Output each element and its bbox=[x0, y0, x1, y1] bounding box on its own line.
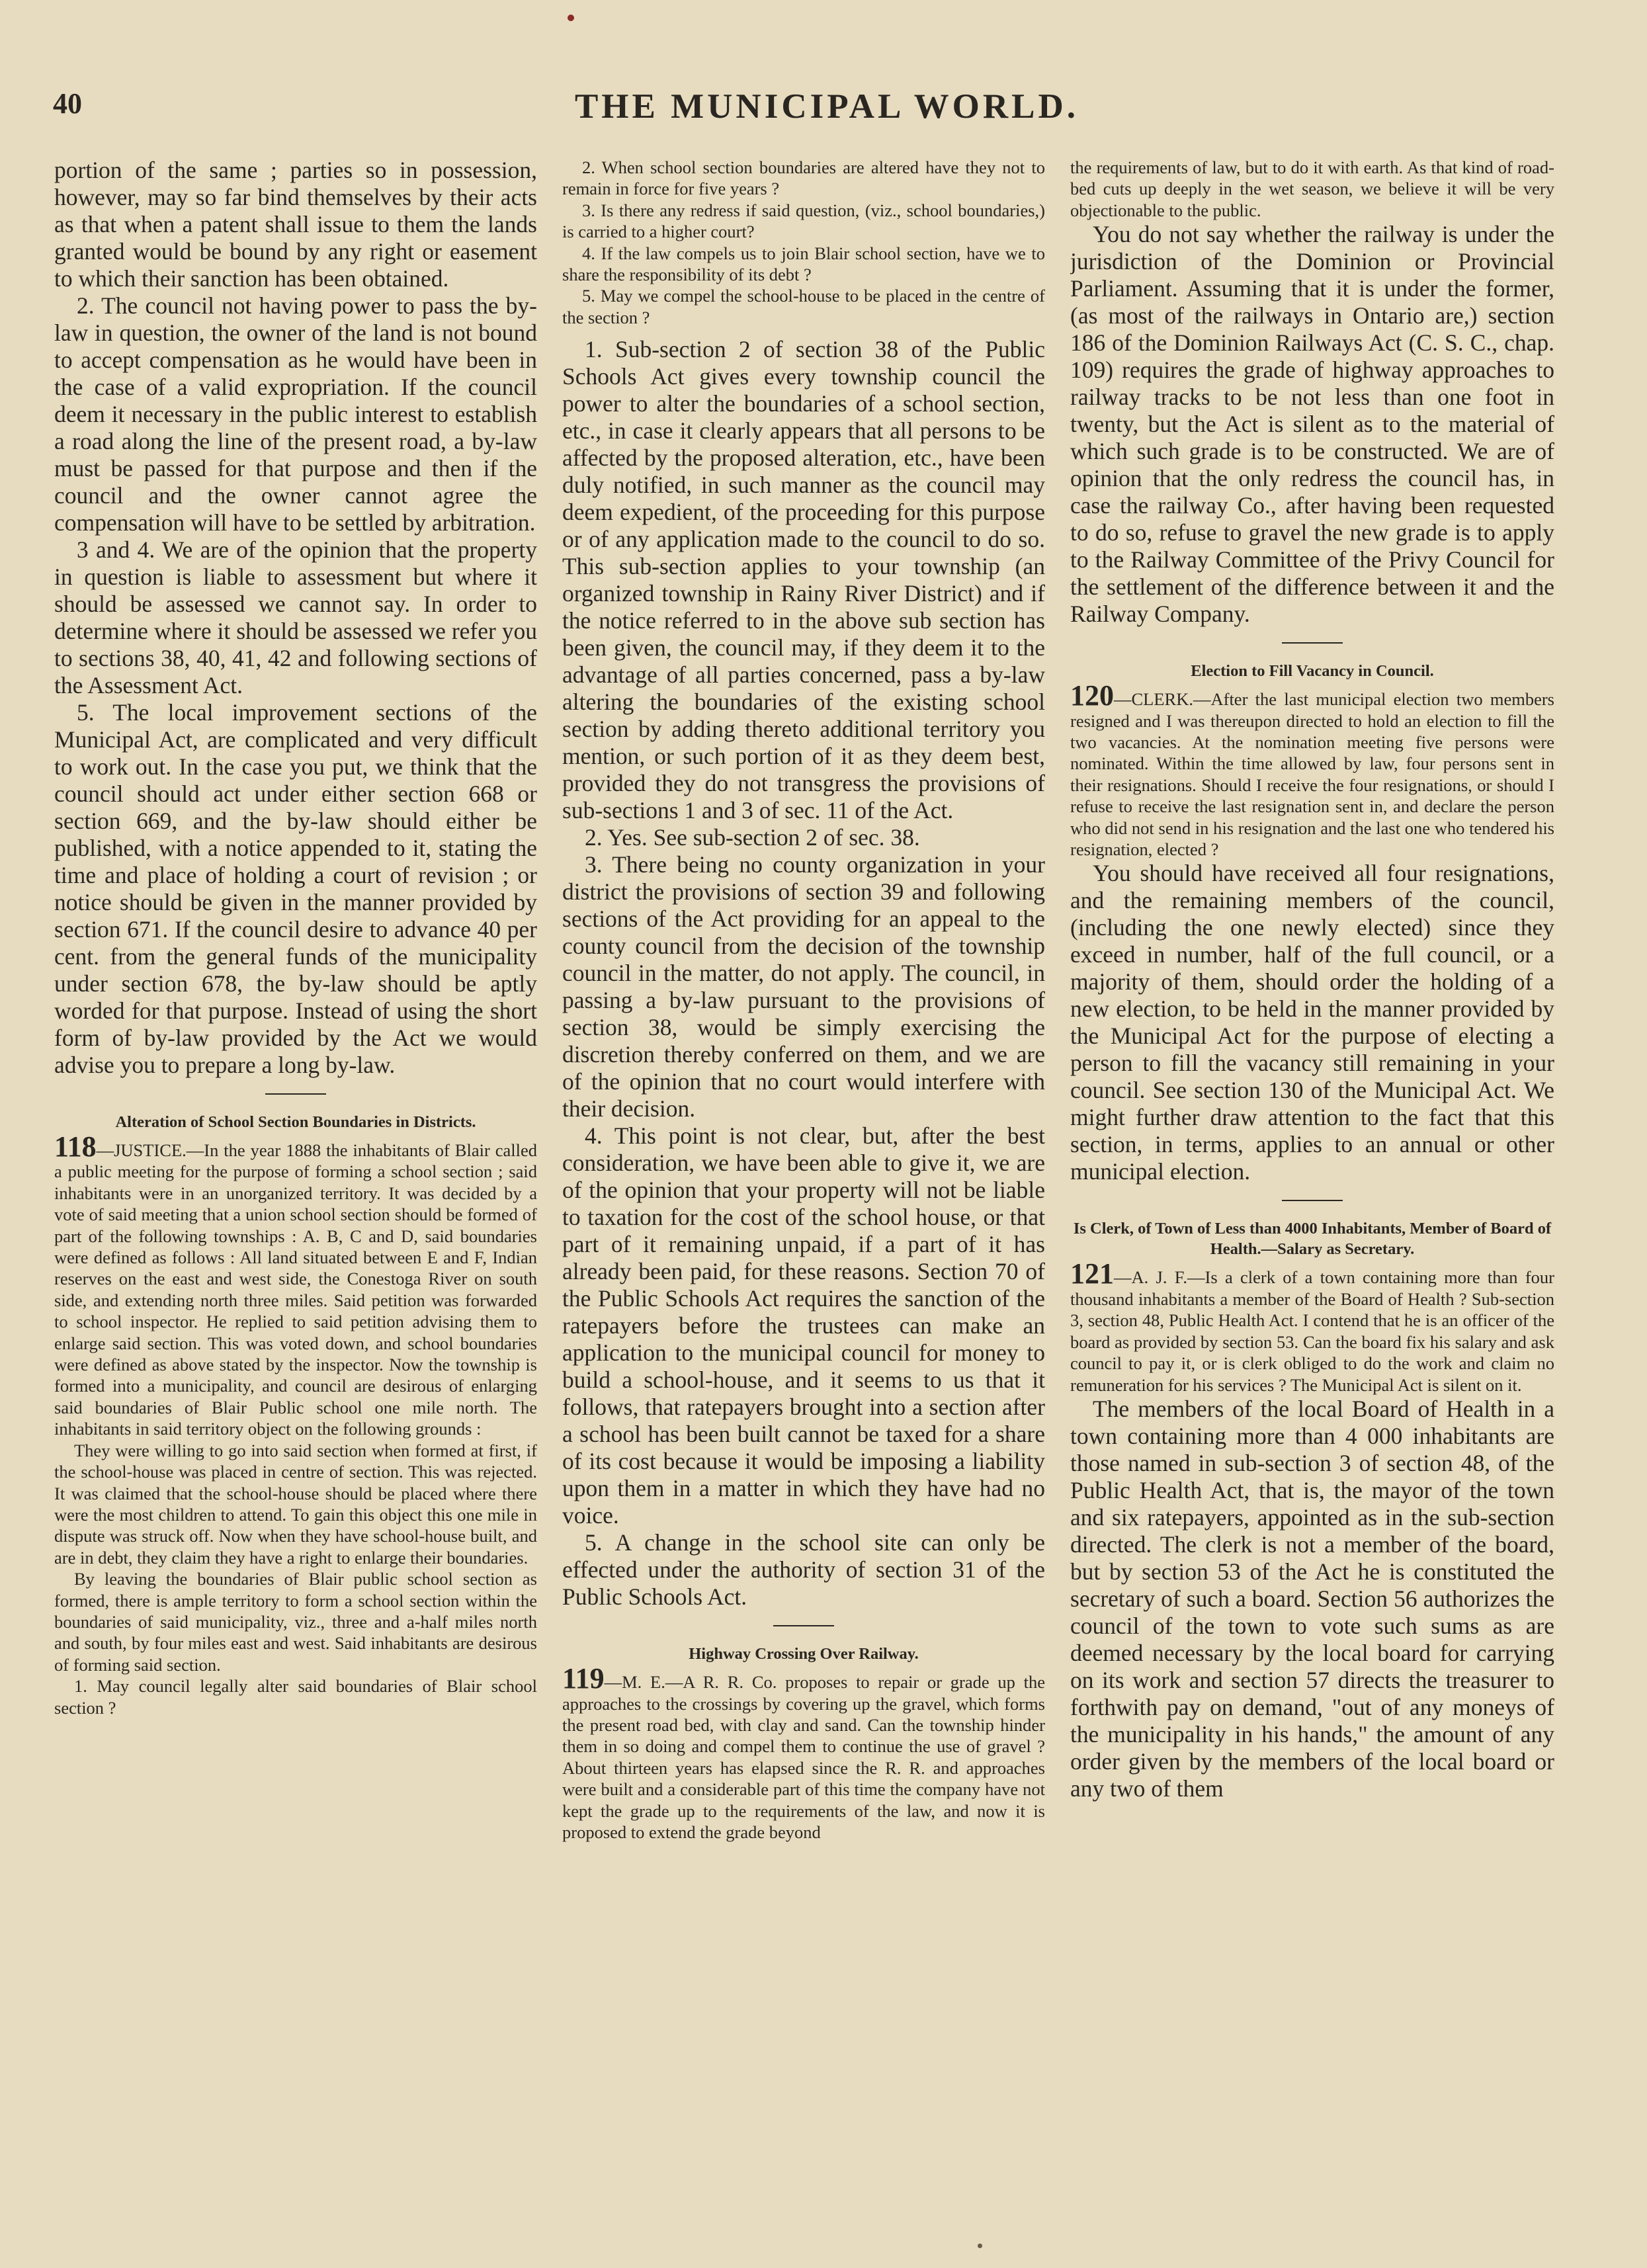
question-paragraph: 3. Is there any redress if said question, (viz., school boundaries,) is carried to a higher court? bbox=[562, 200, 1045, 242]
column-2 bbox=[562, 157, 1045, 2228]
ink-dot-top bbox=[568, 15, 574, 21]
section-divider bbox=[1282, 642, 1343, 644]
section-divider bbox=[1282, 1200, 1343, 1201]
page-title: THE MUNICIPAL WORLD. bbox=[574, 87, 1079, 126]
question-paragraph: They were willing to go into said section when formed at first, if the school-house was placed in centre of section. This was rejected. It was claimed that the school-house should be placed where there were the most children to attend. To gain this object this one mile in dispute was struck off. Now when they have school-house built, and are in debt, they claim they have a right to enlarge their boundaries. bbox=[54, 1440, 537, 1568]
question-text: —JUSTICE.—In the year 1888 the inhabitants of Blair called a public meeting for the purpose of forming a school section ; said inhabitants were in an unorganized territory. It was decided by a vote of said meeting that a union school section should be formed of part of the following townships : A. B, C and D, said boundaries were defined as follows : All land situated between E and F, Indian reserves on the east and west side, the Conestoga River on south side, and extending north three miles. Said petition was forwarded to school inspector. He replied to said petition advising them to enlarge said section. This was voted down, and school boundaries were defined as above stated by the inspector. Now the township is formed into a municipality, and council are desirous of enlarging said boundaries of Blair Public school one mile north. The inhabitants in said territory object on the following grounds : bbox=[54, 1140, 537, 1439]
ink-dot-bottom bbox=[978, 2244, 982, 2248]
answer-paragraph: 5. A change in the school site can only be effected under the authority of section 31 of the Public Schools Act. bbox=[562, 1529, 1045, 1611]
question-paragraph bbox=[54, 1130, 537, 1440]
column-1 bbox=[54, 157, 537, 2228]
paragraph: 5. The local improvement sections of the Municipal Act, are complicated and very difficult to work out. In the case you put, we think that the council should act under either section 668 or section 669, and the by-law should either be published, with a notice appended to it, stating the time and place of holding a court of revision ; or notice should be given in the manner provided by section 671. If the council desire to advance 40 per cent. from the general funds of the municipality under section 678, the by-law should be aptly worded for that purpose. Instead of using the short form of by-law provided by the Act we would advise you to prepare a long by-law. bbox=[54, 699, 537, 1078]
question-text: —A. J. F.—Is a clerk of a town containing more than four thousand inhabitants a member of the Board of Health ? Sub-section 3, section 48, Public Health Act. I contend that he is an officer of the board as provided by section 53. Can the board fix his salary and ask council to pay it, or is clerk obliged to do the work and claim no remuneration for his services ? The Municipal Act is silent on it. bbox=[1070, 1267, 1554, 1395]
question-number: 121 bbox=[1070, 1257, 1114, 1290]
answer-paragraph: You do not say whether the railway is under the jurisdiction of the Dominion or Provincial Parliament. Assuming that it is under the former, (as most of the railways in Ontario are,) section 186 of the Dominion Railways Act (C. S. C., chap. 109) requires the grade of highway approaches to railway tracks to be not less than one foot in twenty, but the Act is silent as to the material of which such grade is to be constructed. We are of opinion that the only redress the council has, in case the railway Co., after having been requested to do so, refuse to gravel the new grade is to apply to the Railway Committee of the Privy Council for the settlement of the difference between it and the Railway Company. bbox=[1070, 221, 1554, 628]
question-paragraph bbox=[1070, 1257, 1554, 1395]
section-heading: Highway Crossing Over Railway. bbox=[689, 1645, 919, 1663]
question-paragraph: By leaving the boundaries of Blair public school section as formed, there is ample territory to form a school section within the boundaries of said municipality, viz., three and a-half miles north and south, by four miles east and west. Said inhabitants are desirous of forming said section. bbox=[54, 1569, 537, 1675]
question-text: —M. E.—A R. R. Co. proposes to repair or grade up the approaches to the crossings by covering up the gravel, which forms the present road bed, with clay and sand. Can the township hinder them in so doing and compel them to continue the use of gravel ? About thirteen years has elapsed since the R. R. and approaches were built and a considerable part of this time the company have not kept the grade up to the requirements of the law, and now it is proposed to extend the grade beyond bbox=[562, 1672, 1045, 1843]
answer-paragraph: 4. This point is not clear, but, after the best consideration, we have been able to give it, we are of the opinion that your property will not be liable to taxation for the cost of the school house, or that part of it remaining unpaid, if a part of it has already been paid, for these reasons. Section 70 of the Public Schools Act requires the sanction of the ratepayers before the trustees can make an application to the municipal council for money to build a school-house, and it seems to us that it follows, that ratepayers brought into a section after a school has been built cannot be taxed for a share of its cost because it would be imposing a liability upon them in a matter in which they have had no voice. bbox=[562, 1122, 1045, 1529]
question-paragraph bbox=[1070, 679, 1554, 860]
question-paragraph: the requirements of law, but to do it with earth. As that kind of road-bed cuts up deeply in the wet season, we believe it will be very objectionable to the public. bbox=[1070, 157, 1554, 220]
column-3 bbox=[1070, 157, 1554, 2228]
page-number: 40 bbox=[53, 87, 82, 120]
page-header bbox=[53, 87, 1601, 140]
question-paragraph: 5. May we compel the school-house to be placed in the centre of the section ? bbox=[562, 286, 1045, 327]
section-divider bbox=[265, 1093, 326, 1095]
section-heading: Alteration of School Section Boundaries in Districts. bbox=[115, 1113, 476, 1131]
answer-paragraph: The members of the local Board of Health in a town containing more than 4 000 inhabitants are those named in sub-section 3 of section 48, of the Public Health Act, that is, the mayor of the town and six ratepayers, appointed as in the sub-section directed. The clerk is not a member of the board, but by section 53 of the Act he is constituted the secretary of such a board. Section 56 authorizes the council of the town to vote such sums as are deemed necessary by the local board for carrying on its work and section 57 directs the treasurer to forthwith pay on demand, "out of any moneys of the municipality in his hands," the amount of any order given by the members of the local board or any two of them bbox=[1070, 1395, 1554, 1802]
question-number: 120 bbox=[1070, 679, 1114, 712]
question-paragraph: 1. May council legally alter said boundaries of Blair school section ? bbox=[54, 1676, 537, 1718]
section-heading: Is Clerk, of Town of Less than 4000 Inhabitants, Member of Board of Health.—Salary as Secretary. bbox=[1073, 1220, 1552, 1259]
section-divider bbox=[773, 1625, 834, 1626]
answer-paragraph: 1. Sub-section 2 of section 38 of the Public Schools Act gives every township council the power to alter the boundaries of a school section, etc., in case it clearly appears that all persons to be affected by the proposed alteration, etc., have been duly notified, in such manner as the council may deem expedient, of the proceeding for this purpose or of any application made to the council to do so. This sub-section applies to your township (an organized township in Rainy River District) and if the notice referred to in the above sub section has been given, the council may, if they deem it to the advantage of all parties concerned, pass a by-law altering the boundaries of the existing school section by adding thereto additional territory you mention, or such portion of it as they deem best, provided they do not transgress the provisions of sub-sections 1 and 3 of sec. 11 of the Act. bbox=[562, 336, 1045, 824]
question-paragraph bbox=[562, 1662, 1045, 1843]
paragraph: 2. The council not having power to pass the by-law in question, the owner of the land is not bound to accept compensation as he would have been in the case of a valid expropriation. If the council deem it necessary in the public interest to establish a road along the line of the present road, a by-law must be passed for that purpose and then if the council and the owner cannot agree the compensation will have to be settled by arbitration. bbox=[54, 292, 537, 536]
question-number: 118 bbox=[54, 1130, 97, 1163]
paragraph: 3 and 4. We are of the opinion that the property in question is liable to assessment but where it should be assessed we cannot say. In order to determine where it should be assessed we refer you to sections 38, 40, 41, 42 and following sections of the Assessment Act. bbox=[54, 536, 537, 698]
answer-paragraph: You should have received all four resignations, and the remaining members of the council, (including the one newly elected) since they exceed in number, half of the full council, or a majority of them, should order the holding of a new election, to be held in the manner provided by the Municipal Act for the purpose of electing a person to fill the vacancy still remaining in your council. See section 130 of the Municipal Act. We might further draw attention to the fact that this section, in terms, applies to an annual or other municipal election. bbox=[1070, 860, 1554, 1185]
answer-paragraph: 3. There being no county organization in your district the provisions of section 39 and following sections of the Act providing for an appeal to the county council from the decision of the township council in the matter, do not apply. The council, in passing a by-law pursuant to the provisions of section 38, would be simply exercising the discretion thereby conferred on them, and we are of the opinion that no court would interfere with their decision. bbox=[562, 851, 1045, 1122]
question-paragraph: 2. When school section boundaries are altered have they not to remain in force for five years ? bbox=[562, 157, 1045, 199]
question-text: —CLERK.—After the last municipal election two members resigned and I was thereupon directed to hold an election to fill the two vacancies. At the nomination meeting five persons were nominated. Within the time allowed by law, four persons sent in their resignations. Should I receive the four resignations, or should I refuse to receive the last resignation sent in, and declare the person who did not send in his resignation and the last one who tendered his resignation, elected ? bbox=[1070, 689, 1554, 860]
paragraph: portion of the same ; parties so in possession, however, may so far bind themselves by their acts as that when a patent shall issue to them the lands granted would be bound by any right or easement to which their sanction has been obtained. bbox=[54, 157, 537, 292]
question-number: 119 bbox=[562, 1662, 605, 1695]
section-heading: Election to Fill Vacancy in Council. bbox=[1191, 662, 1434, 681]
question-paragraph: 4. If the law compels us to join Blair school section, have we to share the responsibility of its debt ? bbox=[562, 243, 1045, 285]
answer-paragraph: 2. Yes. See sub-section 2 of sec. 38. bbox=[585, 824, 920, 851]
